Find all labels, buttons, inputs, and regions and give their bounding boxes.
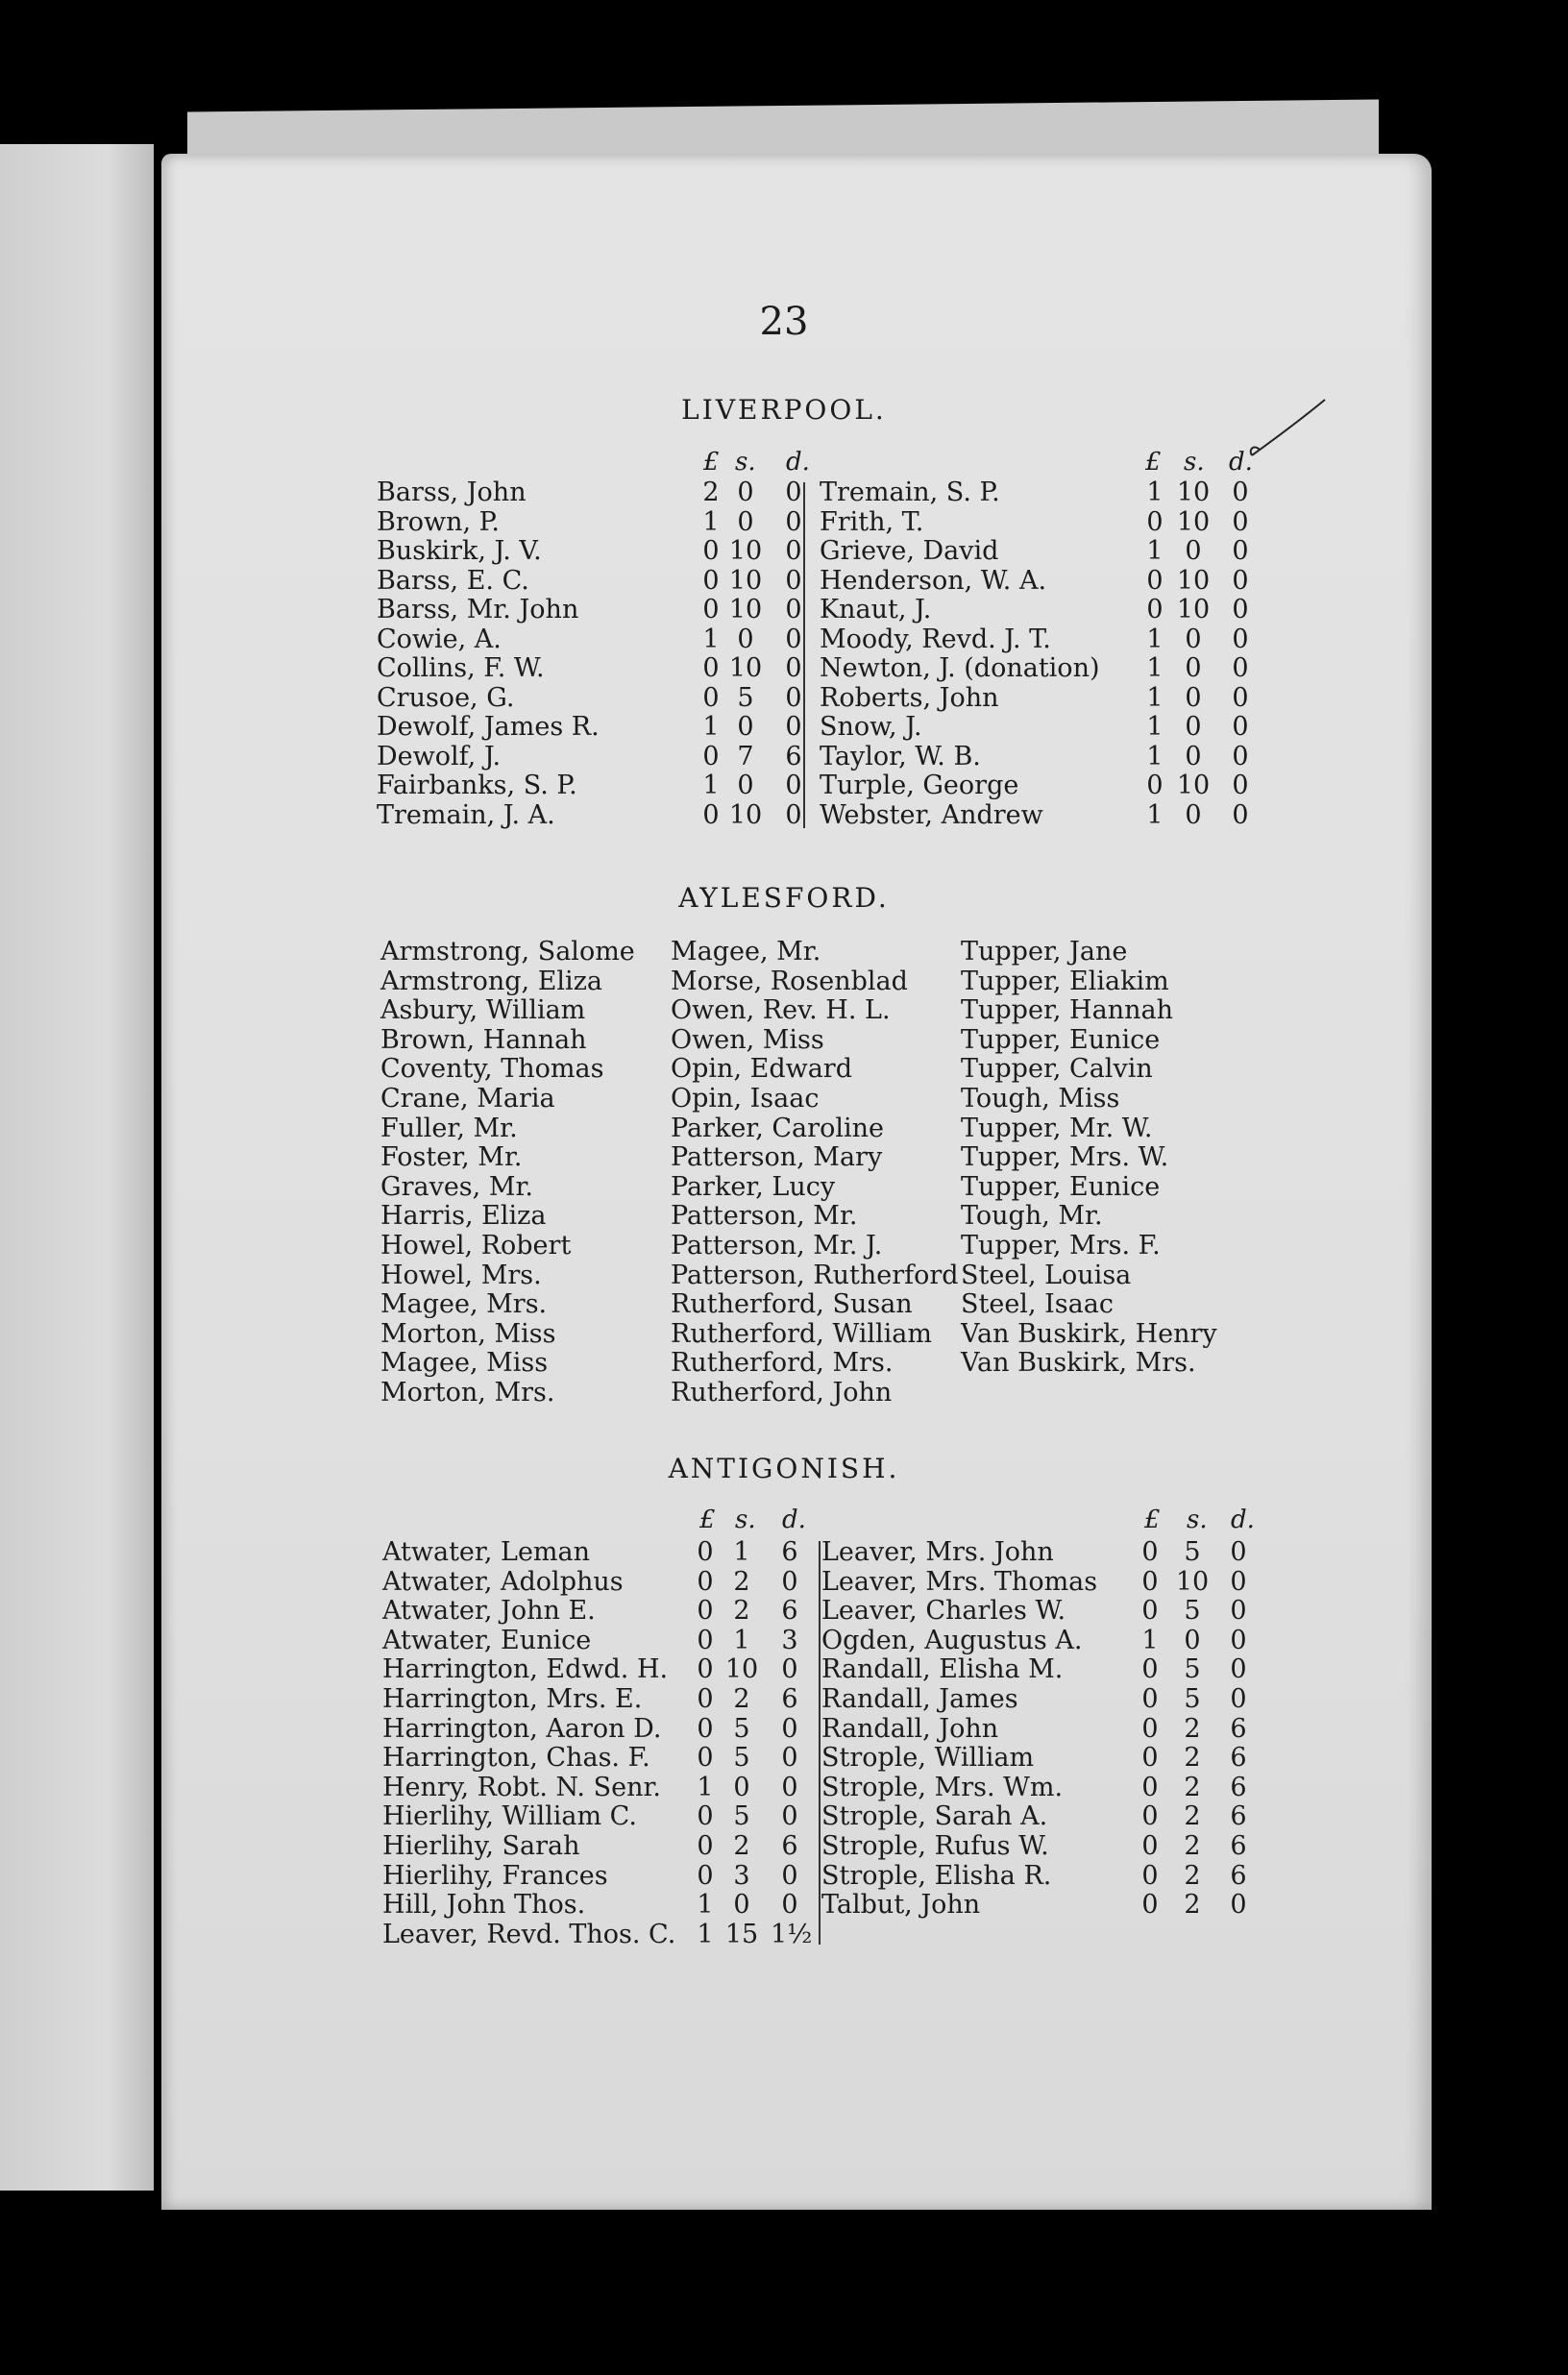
amount-pounds: 1 xyxy=(1146,624,1164,654)
amount-pounds: 0 xyxy=(1141,1537,1159,1567)
amount-shillings: 0 xyxy=(733,1772,750,1802)
contributor-name: Rutherford, John xyxy=(671,1378,893,1408)
amount-shillings: 2 xyxy=(733,1596,750,1627)
amount-shillings: 0 xyxy=(1185,741,1202,771)
contributor-name: Atwater, Adolphus xyxy=(382,1566,624,1597)
amount-pounds: 0 xyxy=(1146,595,1164,624)
amount-shillings: 2 xyxy=(1184,1831,1201,1861)
shillings-header: s. xyxy=(1184,448,1205,477)
amount-pounds: 1 xyxy=(1146,712,1164,742)
contributor-name: Tupper, Mrs. F. xyxy=(961,1231,1161,1261)
contributor-name: Crusoe, G. xyxy=(377,682,515,713)
contributor-name: Foster, Mr. xyxy=(380,1142,523,1173)
contributor-name: Cowie, A. xyxy=(377,624,502,654)
contributor-name: Tupper, Hannah xyxy=(961,995,1173,1026)
amount-pounds: 0 xyxy=(1141,1713,1159,1744)
section-title-antigonish: ANTIGONISH. xyxy=(668,1453,900,1484)
contributor-name: Atwater, Leman xyxy=(382,1537,591,1567)
amount-pence: 0 xyxy=(1232,653,1249,683)
contributor-name: Atwater, John E. xyxy=(382,1596,596,1627)
amount-pence: 0 xyxy=(1230,1596,1247,1627)
pence-header: d. xyxy=(1229,448,1253,477)
amount-shillings: 2 xyxy=(1184,1713,1201,1744)
amount-shillings: 0 xyxy=(737,477,754,507)
pence-header: d. xyxy=(782,1506,806,1534)
contributor-name: Strople, Sarah A. xyxy=(821,1801,1048,1832)
amount-pence: 0 xyxy=(781,1860,798,1891)
amount-pounds: 0 xyxy=(702,536,720,566)
amount-pence: 0 xyxy=(1232,799,1249,830)
contributor-name: Fuller, Mr. xyxy=(380,1113,518,1143)
amount-pence: 6 xyxy=(781,1831,798,1861)
contributor-name: Frith, T. xyxy=(820,506,924,537)
amount-shillings: 2 xyxy=(1184,1801,1201,1832)
contributor-name: Randall, Elisha M. xyxy=(821,1654,1064,1685)
contributor-name: Moody, Revd. J. T. xyxy=(820,624,1051,654)
contributor-name: Owen, Miss xyxy=(671,1024,824,1055)
amount-shillings: 0 xyxy=(1185,653,1202,683)
amount-pounds: 0 xyxy=(702,682,720,713)
contributor-name: Buskirk, J. V. xyxy=(377,536,542,566)
amount-shillings: 0 xyxy=(733,1890,750,1921)
column-rule xyxy=(803,482,805,828)
amount-pounds: 0 xyxy=(1141,1743,1159,1774)
amount-pence: 6 xyxy=(1230,1860,1247,1891)
amount-shillings: 5 xyxy=(733,1801,750,1832)
amount-pounds: 0 xyxy=(1146,771,1164,800)
amount-shillings: 10 xyxy=(1176,506,1211,537)
amount-shillings: 2 xyxy=(733,1566,750,1597)
contributor-name: Graves, Mr. xyxy=(380,1171,533,1202)
amount-pounds: 0 xyxy=(697,1831,714,1861)
amount-pounds: 0 xyxy=(702,799,720,830)
amount-pounds: 0 xyxy=(1141,1596,1159,1627)
contributor-name: Strople, Mrs. Wm. xyxy=(821,1772,1064,1802)
amount-pounds: 0 xyxy=(697,1566,714,1597)
contributor-name: Harrington, Edwd. H. xyxy=(382,1654,669,1685)
amount-pounds: 0 xyxy=(1141,1566,1159,1597)
amount-shillings: 2 xyxy=(1184,1890,1201,1921)
contributor-name: Tough, Miss xyxy=(961,1084,1120,1114)
amount-pounds: 0 xyxy=(1141,1801,1159,1832)
amount-pounds: 0 xyxy=(697,1860,714,1891)
contributor-name: Patterson, Mr. xyxy=(671,1201,858,1232)
contributor-name: Morton, Miss xyxy=(380,1318,556,1349)
amount-shillings: 15 xyxy=(724,1919,759,1949)
amount-pounds: 1 xyxy=(1146,799,1164,830)
amount-shillings: 0 xyxy=(737,771,754,800)
amount-pence: 0 xyxy=(785,595,802,624)
amount-pounds: 0 xyxy=(1146,506,1164,537)
amount-pence: 0 xyxy=(1230,1654,1247,1685)
amount-pounds: 0 xyxy=(697,1625,714,1655)
column-rule xyxy=(819,1541,821,1945)
amount-pounds: 1 xyxy=(1146,741,1164,771)
amount-shillings: 0 xyxy=(737,624,754,654)
contributor-name: Howel, Robert xyxy=(380,1231,572,1261)
amount-shillings: 5 xyxy=(733,1713,750,1744)
amount-pounds: 0 xyxy=(697,1801,714,1832)
contributor-name: Strople, William xyxy=(821,1743,1035,1774)
contributor-name: Randall, James xyxy=(821,1684,1018,1714)
amount-shillings: 10 xyxy=(728,565,763,596)
amount-shillings: 2 xyxy=(1184,1772,1201,1802)
contributor-name: Barss, Mr. John xyxy=(377,595,579,624)
section-title-liverpool: LIVERPOOL. xyxy=(681,394,887,426)
contributor-name: Tupper, Eunice xyxy=(961,1171,1161,1202)
amount-pence: 0 xyxy=(785,712,802,742)
pence-header: d. xyxy=(786,448,810,477)
amount-pence: 6 xyxy=(1230,1713,1247,1744)
amount-pounds: 0 xyxy=(702,595,720,624)
amount-pounds: 1 xyxy=(697,1919,714,1949)
amount-pounds: 0 xyxy=(697,1743,714,1774)
contributor-name: Parker, Lucy xyxy=(671,1171,836,1202)
amount-pence: 3 xyxy=(781,1625,798,1655)
shillings-header: s. xyxy=(735,1506,756,1534)
amount-shillings: 3 xyxy=(733,1860,750,1891)
section-title-aylesford: AYLESFORD. xyxy=(678,882,890,914)
amount-shillings: 1 xyxy=(733,1537,750,1567)
amount-pounds: 1 xyxy=(1146,653,1164,683)
contributor-name: Leaver, Mrs. John xyxy=(821,1537,1054,1567)
amount-pence: 6 xyxy=(785,741,802,771)
contributor-name: Morton, Mrs. xyxy=(380,1378,555,1408)
contributor-name: Turple, George xyxy=(820,771,1019,800)
amount-shillings: 0 xyxy=(1185,712,1202,742)
contributor-name: Harrington, Mrs. E. xyxy=(382,1684,643,1714)
contributor-name: Dewolf, James R. xyxy=(377,712,600,742)
contributor-name: Tupper, Mrs. W. xyxy=(961,1142,1169,1173)
contributor-name: Strople, Rufus W. xyxy=(821,1831,1049,1861)
shillings-header: s. xyxy=(735,448,756,477)
contributor-name: Fairbanks, S. P. xyxy=(377,771,577,800)
contributor-name: Brown, Hannah xyxy=(380,1024,587,1055)
amount-shillings: 2 xyxy=(1184,1743,1201,1774)
amount-shillings: 5 xyxy=(1184,1596,1201,1627)
amount-pounds: 0 xyxy=(697,1654,714,1685)
contributor-name: Barss, E. C. xyxy=(377,565,529,596)
amount-shillings: 2 xyxy=(1184,1860,1201,1891)
amount-pence: 6 xyxy=(1230,1772,1247,1802)
amount-pounds: 2 xyxy=(702,477,720,507)
amount-pence: 0 xyxy=(785,799,802,830)
pence-header: d. xyxy=(1231,1506,1255,1534)
pounds-header: £ xyxy=(703,448,720,477)
amount-pounds: 1 xyxy=(1141,1625,1159,1655)
contributor-name: Leaver, Revd. Thos. C. xyxy=(382,1919,676,1949)
contributor-name: Collins, F. W. xyxy=(377,653,545,683)
amount-shillings: 0 xyxy=(737,506,754,537)
amount-pence: 6 xyxy=(1230,1801,1247,1832)
amount-pounds: 1 xyxy=(1146,682,1164,713)
amount-shillings: 7 xyxy=(737,741,754,771)
amount-pence: 0 xyxy=(1232,595,1249,624)
amount-pence: 0 xyxy=(781,1890,798,1921)
contributor-name: Van Buskirk, Mrs. xyxy=(961,1348,1196,1379)
amount-pounds: 0 xyxy=(697,1596,714,1627)
contributor-name: Snow, J. xyxy=(820,712,922,742)
contributor-name: Parker, Caroline xyxy=(671,1113,884,1143)
contributor-name: Magee, Mrs. xyxy=(380,1289,548,1320)
amount-pence: 0 xyxy=(785,565,802,596)
contributor-name: Tupper, Calvin xyxy=(961,1054,1153,1085)
amount-pence: 0 xyxy=(781,1743,798,1774)
contributor-name: Crane, Maria xyxy=(380,1084,555,1114)
pounds-header: £ xyxy=(699,1506,716,1534)
amount-pence: 0 xyxy=(1232,565,1249,596)
amount-pence: 1½ xyxy=(771,1919,813,1949)
contributor-name: Newton, J. (donation) xyxy=(820,653,1100,683)
contributor-name: Van Buskirk, Henry xyxy=(961,1318,1217,1349)
amount-pounds: 0 xyxy=(697,1713,714,1744)
contributor-name: Henry, Robt. N. Senr. xyxy=(382,1772,661,1802)
contributor-name: Dewolf, J. xyxy=(377,741,502,771)
amount-pounds: 1 xyxy=(702,712,720,742)
amount-pence: 6 xyxy=(1230,1831,1247,1861)
amount-shillings: 5 xyxy=(1184,1537,1201,1567)
amount-pence: 6 xyxy=(1230,1743,1247,1774)
contributor-name: Steel, Louisa xyxy=(961,1260,1132,1290)
amount-pence: 0 xyxy=(1232,536,1249,566)
amount-pence: 0 xyxy=(781,1654,798,1685)
amount-pence: 0 xyxy=(785,682,802,713)
contributor-name: Harrington, Aaron D. xyxy=(382,1713,662,1744)
contributor-name: Tupper, Eliakim xyxy=(961,966,1169,996)
amount-pence: 0 xyxy=(781,1713,798,1744)
contributor-name: Hill, John Thos. xyxy=(382,1890,586,1921)
contributor-name: Howel, Mrs. xyxy=(380,1260,542,1290)
amount-pounds: 1 xyxy=(702,506,720,537)
amount-pence: 0 xyxy=(781,1566,798,1597)
amount-pounds: 0 xyxy=(1141,1860,1159,1891)
contributor-name: Owen, Rev. H. L. xyxy=(671,995,891,1026)
pounds-header: £ xyxy=(1144,1506,1161,1534)
contributor-name: Tremain, J. A. xyxy=(377,799,555,830)
amount-shillings: 5 xyxy=(737,682,754,713)
amount-pounds: 0 xyxy=(1141,1890,1159,1921)
amount-pounds: 0 xyxy=(702,565,720,596)
amount-pounds: 0 xyxy=(1141,1684,1159,1714)
contributor-name: Harris, Eliza xyxy=(380,1201,547,1232)
amount-shillings: 10 xyxy=(728,653,763,683)
shillings-header: s. xyxy=(1187,1506,1208,1534)
contributor-name: Webster, Andrew xyxy=(820,799,1043,830)
amount-shillings: 10 xyxy=(1175,1566,1210,1597)
contributor-name: Tremain, S. P. xyxy=(820,477,1000,507)
contributor-name: Rutherford, Mrs. xyxy=(671,1348,894,1379)
amount-pence: 0 xyxy=(785,653,802,683)
amount-shillings: 2 xyxy=(733,1684,750,1714)
amount-pence: 6 xyxy=(781,1684,798,1714)
contributor-name: Rutherford, Susan xyxy=(671,1289,913,1320)
amount-pence: 0 xyxy=(785,506,802,537)
amount-pence: 0 xyxy=(1232,506,1249,537)
amount-pence: 0 xyxy=(785,536,802,566)
amount-pence: 0 xyxy=(781,1772,798,1802)
amount-pounds: 0 xyxy=(1141,1831,1159,1861)
contributor-name: Magee, Miss xyxy=(380,1348,549,1379)
contributor-name: Opin, Edward xyxy=(671,1054,852,1085)
contributor-name: Coventy, Thomas xyxy=(380,1054,604,1085)
contributor-name: Atwater, Eunice xyxy=(382,1625,592,1655)
pounds-header: £ xyxy=(1145,448,1162,477)
amount-pence: 0 xyxy=(1230,1537,1247,1567)
amount-shillings: 2 xyxy=(733,1831,750,1861)
contributor-name: Ogden, Augustus A. xyxy=(821,1625,1083,1655)
amount-shillings: 10 xyxy=(728,536,763,566)
contributor-name: Tupper, Eunice xyxy=(961,1024,1161,1055)
amount-shillings: 10 xyxy=(1176,771,1211,800)
amount-pence: 0 xyxy=(785,477,802,507)
amount-shillings: 10 xyxy=(1176,595,1211,624)
amount-pounds: 0 xyxy=(702,653,720,683)
amount-pence: 0 xyxy=(785,771,802,800)
contributor-name: Tough, Mr. xyxy=(961,1201,1103,1232)
amount-pence: 0 xyxy=(1232,771,1249,800)
contributor-name: Armstrong, Salome xyxy=(380,937,635,967)
amount-shillings: 0 xyxy=(1184,1625,1201,1655)
amount-shillings: 10 xyxy=(724,1654,759,1685)
contributor-name: Steel, Isaac xyxy=(961,1289,1114,1320)
contributor-name: Tupper, Mr. W. xyxy=(961,1113,1153,1143)
contributor-name: Armstrong, Eliza xyxy=(380,966,603,996)
contributor-name: Hierlihy, William C. xyxy=(382,1801,637,1832)
contributor-name: Talbut, John xyxy=(821,1890,981,1921)
amount-pence: 0 xyxy=(1232,624,1249,654)
contributor-name: Opin, Isaac xyxy=(671,1084,820,1114)
amount-pence: 6 xyxy=(781,1596,798,1627)
amount-shillings: 1 xyxy=(733,1625,750,1655)
amount-pounds: 0 xyxy=(702,741,720,771)
contributor-name: Patterson, Mr. J. xyxy=(671,1231,883,1261)
amount-shillings: 0 xyxy=(1185,536,1202,566)
amount-shillings: 5 xyxy=(1184,1654,1201,1685)
amount-pounds: 0 xyxy=(697,1684,714,1714)
contributor-name: Hierlihy, Frances xyxy=(382,1860,608,1891)
amount-pence: 0 xyxy=(1232,682,1249,713)
amount-pence: 0 xyxy=(781,1801,798,1832)
contributor-name: Brown, P. xyxy=(377,506,500,537)
amount-shillings: 0 xyxy=(1185,799,1202,830)
contributor-name: Taylor, W. B. xyxy=(820,741,981,771)
amount-shillings: 5 xyxy=(1184,1684,1201,1714)
amount-shillings: 0 xyxy=(737,712,754,742)
amount-pounds: 1 xyxy=(702,771,720,800)
contributor-name: Rutherford, William xyxy=(671,1318,932,1349)
amount-pounds: 1 xyxy=(702,624,720,654)
contributor-name: Leaver, Charles W. xyxy=(821,1596,1066,1627)
contributor-name: Barss, John xyxy=(377,477,527,507)
amount-pence: 0 xyxy=(1230,1625,1247,1655)
amount-shillings: 10 xyxy=(1176,477,1211,507)
contributor-name: Harrington, Chas. F. xyxy=(382,1743,650,1774)
contributor-name: Roberts, John xyxy=(820,682,999,713)
contributor-name: Tupper, Jane xyxy=(961,937,1128,967)
amount-shillings: 10 xyxy=(728,799,763,830)
amount-pence: 0 xyxy=(1232,712,1249,742)
contributor-name: Patterson, Mary xyxy=(671,1142,883,1173)
contributor-name: Asbury, William xyxy=(380,995,586,1026)
amount-shillings: 10 xyxy=(728,595,763,624)
amount-pence: 0 xyxy=(1230,1684,1247,1714)
amount-pence: 0 xyxy=(1232,741,1249,771)
contributor-name: Morse, Rosenblad xyxy=(671,966,908,996)
contributor-name: Magee, Mr. xyxy=(671,937,821,967)
contributor-name: Hierlihy, Sarah xyxy=(382,1831,580,1861)
contributor-name: Strople, Elisha R. xyxy=(821,1860,1052,1891)
amount-shillings: 5 xyxy=(733,1743,750,1774)
amount-pence: 6 xyxy=(781,1537,798,1567)
contributor-name: Knaut, J. xyxy=(820,595,932,624)
page-number: 23 xyxy=(759,300,809,344)
contributor-name: Grieve, David xyxy=(820,536,999,566)
amount-pounds: 0 xyxy=(1141,1772,1159,1802)
amount-shillings: 10 xyxy=(1176,565,1211,596)
contributor-name: Patterson, Rutherford xyxy=(671,1260,959,1290)
amount-pence: 0 xyxy=(1230,1566,1247,1597)
amount-pence: 0 xyxy=(785,624,802,654)
contributor-name: Leaver, Mrs. Thomas xyxy=(821,1566,1098,1597)
amount-pounds: 1 xyxy=(1146,477,1164,507)
amount-pounds: 1 xyxy=(697,1772,714,1802)
contributor-name: Henderson, W. A. xyxy=(820,565,1047,596)
facing-page-edge xyxy=(0,144,154,2191)
amount-pence: 0 xyxy=(1230,1890,1247,1921)
amount-pence: 0 xyxy=(1232,477,1249,507)
amount-pounds: 0 xyxy=(697,1537,714,1567)
amount-pounds: 1 xyxy=(1146,536,1164,566)
amount-shillings: 0 xyxy=(1185,624,1202,654)
amount-pounds: 0 xyxy=(1146,565,1164,596)
amount-pounds: 1 xyxy=(697,1890,714,1921)
contributor-name: Randall, John xyxy=(821,1713,999,1744)
amount-pounds: 0 xyxy=(1141,1654,1159,1685)
amount-shillings: 0 xyxy=(1185,682,1202,713)
